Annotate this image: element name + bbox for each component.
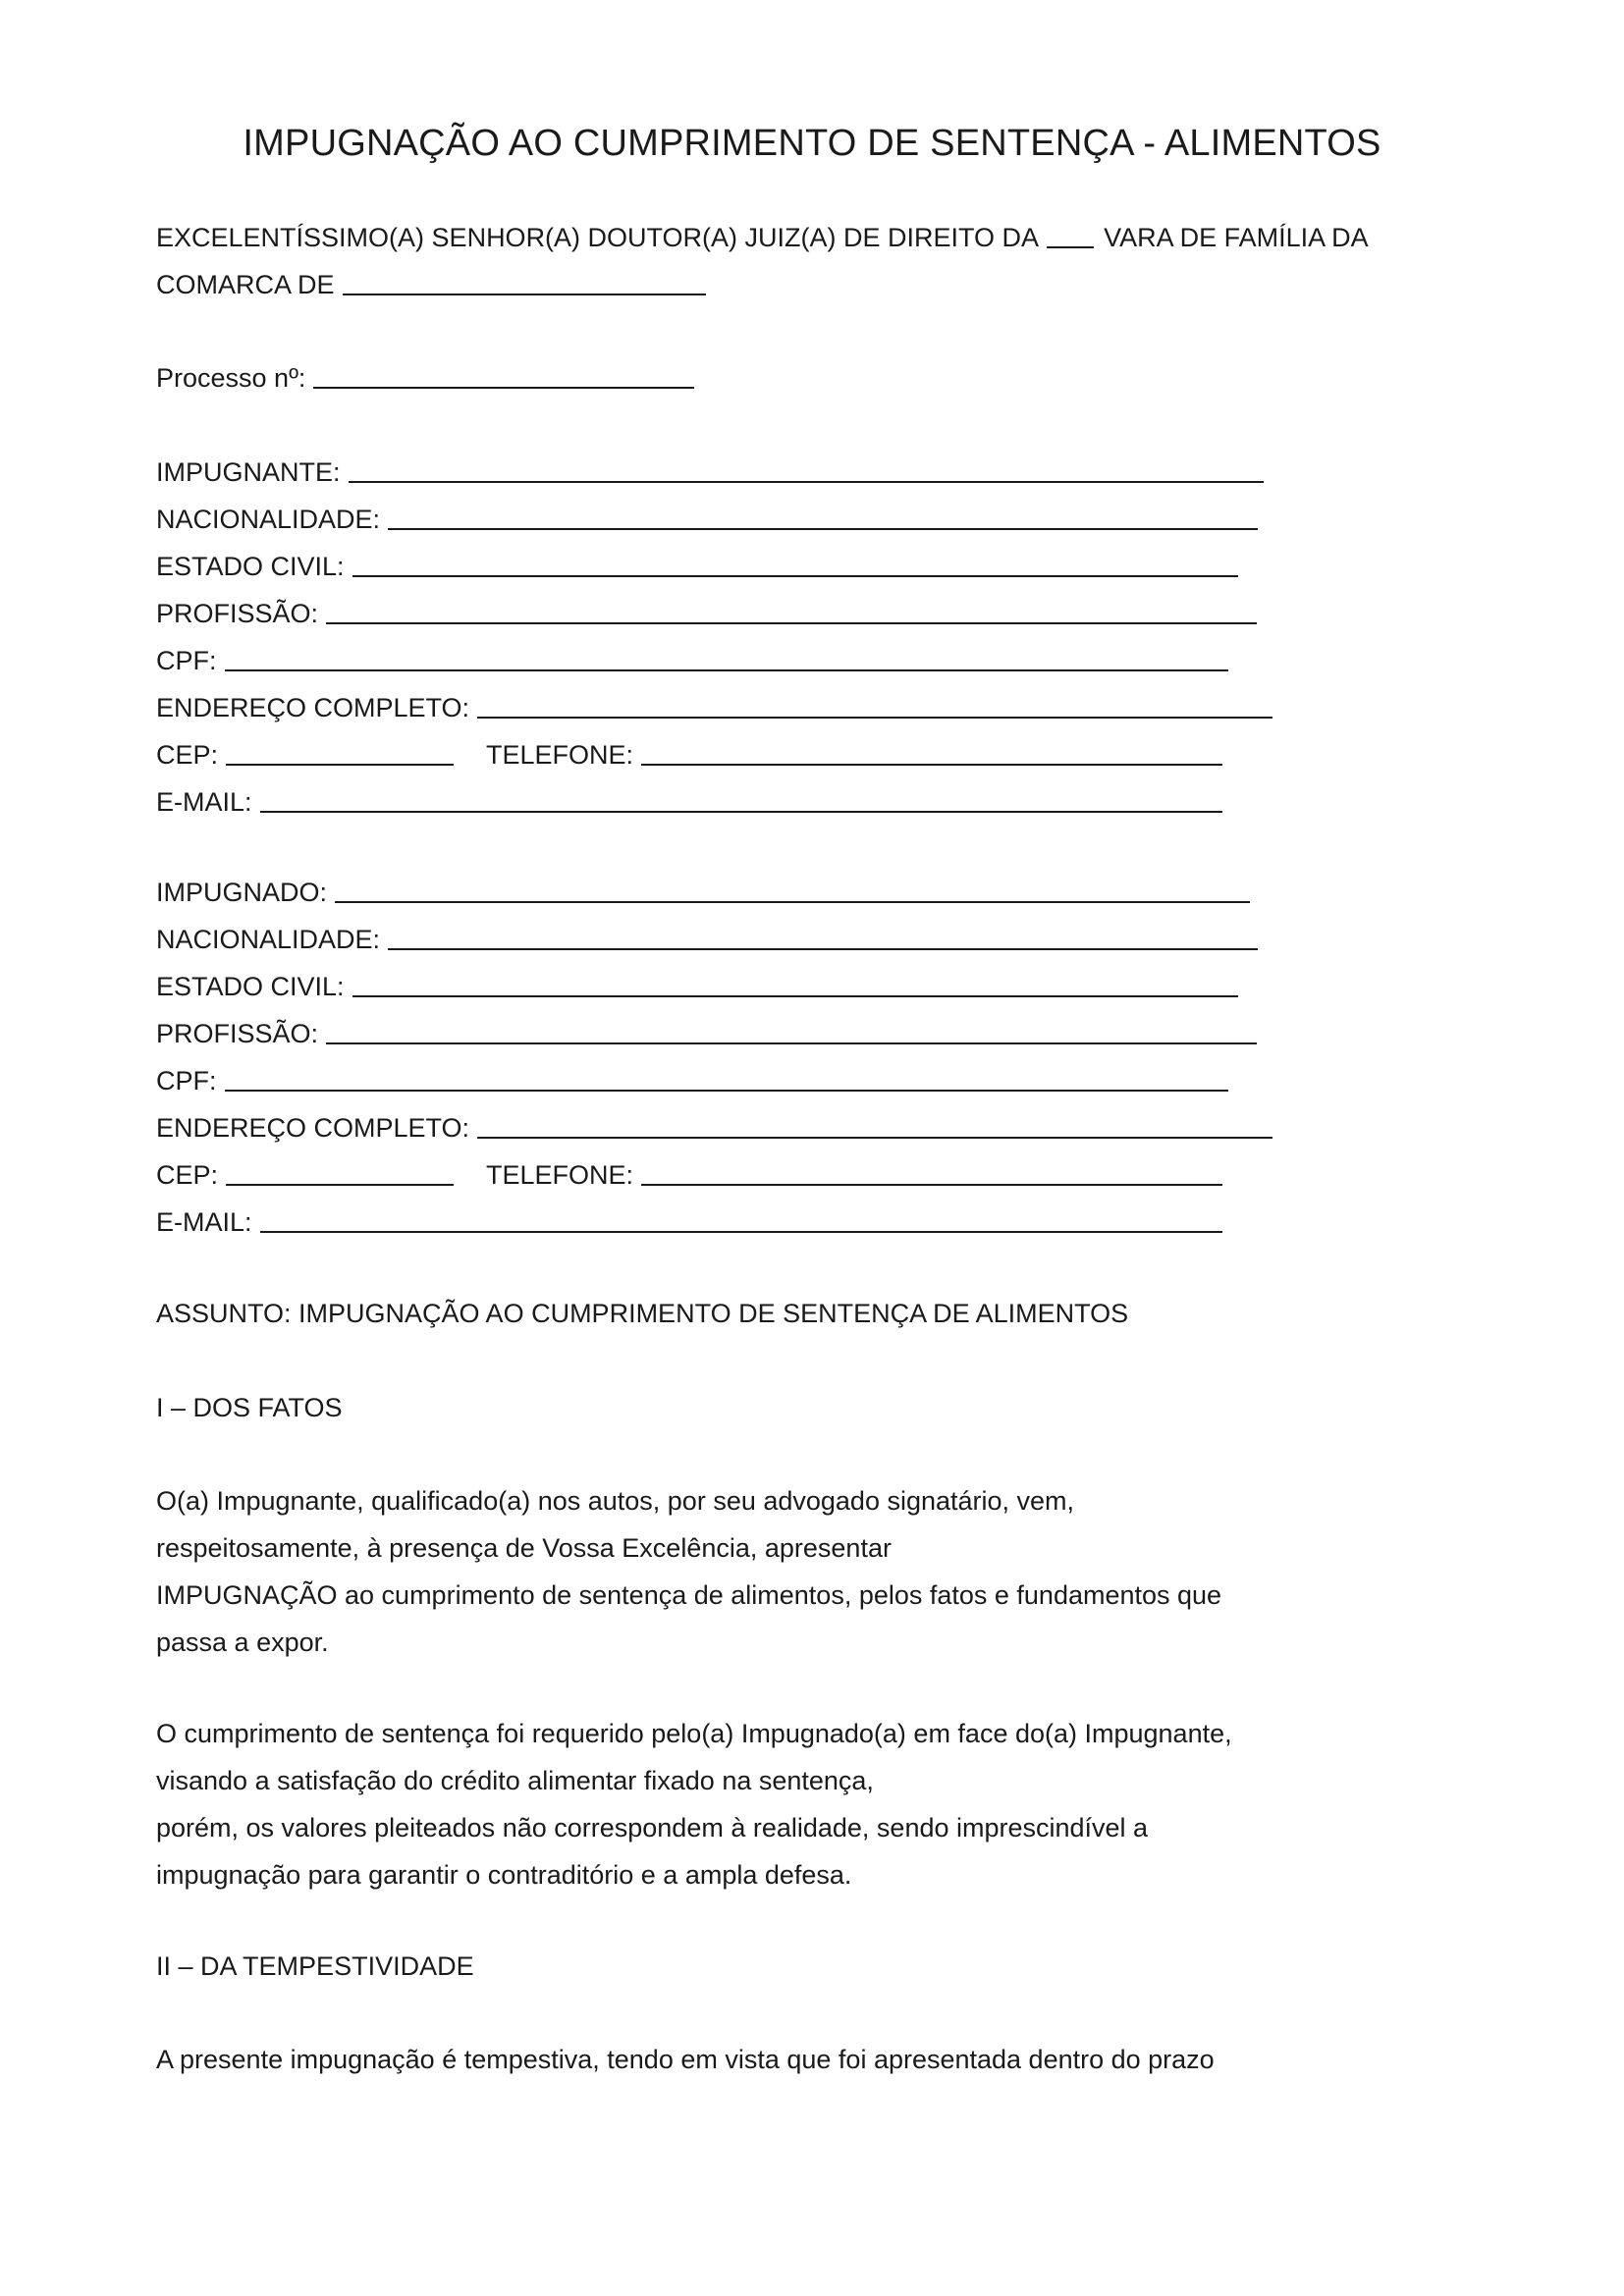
paragraph-1-text: passa a expor.	[156, 1628, 329, 1657]
addressee-line-1	[156, 218, 1369, 257]
impugnante-civil-status-line	[156, 547, 1238, 586]
impugnado-name-line	[156, 873, 1250, 912]
impugnante-cep-blank[interactable]	[226, 738, 454, 766]
paragraph-3-line	[156, 2040, 1215, 2079]
impugnado-nationality-label: NACIONALIDADE:	[156, 925, 381, 954]
impugnante-cep-label: CEP:	[156, 740, 219, 770]
impugnante-address-line	[156, 688, 1272, 727]
impugnado-civil-status-blank[interactable]	[352, 970, 1238, 997]
impugnado-address-line	[156, 1108, 1272, 1148]
impugnante-name-line	[156, 453, 1264, 492]
impugnado-address-label: ENDEREÇO COMPLETO:	[156, 1113, 470, 1143]
paragraph-1-line	[156, 1481, 1074, 1521]
impugnante-cpf-blank[interactable]	[225, 644, 1228, 671]
addressee-line-2	[156, 265, 706, 304]
paragraph-2-text: impugnação para garantir o contraditório e a ampla defesa.	[156, 1860, 852, 1890]
paragraph-2-line	[156, 1808, 1148, 1847]
impugnado-cpf-label: CPF:	[156, 1066, 217, 1095]
impugnante-cpf-label: CPF:	[156, 646, 217, 675]
paragraph-1-line	[156, 1575, 1221, 1615]
impugnante-email-line	[156, 782, 1222, 822]
impugnado-cep-phone-line	[156, 1155, 1222, 1195]
section-1-heading-text: I – DOS FATOS	[156, 1393, 343, 1422]
impugnante-cpf-line	[156, 641, 1228, 680]
impugnado-name-label: IMPUGNADO:	[156, 878, 328, 907]
addressee-text: EXCELENTÍSSIMO(A) SENHOR(A) DOUTOR(A) JUIZ(A) DE DIREITO DA	[156, 223, 1040, 252]
impugnante-cep-phone-line	[156, 735, 1222, 774]
paragraph-2-line	[156, 1714, 1232, 1753]
vara-number-blank[interactable]	[1047, 221, 1094, 248]
impugnante-profession-line	[156, 594, 1257, 633]
impugnante-name-blank[interactable]	[349, 455, 1264, 483]
paragraph-2-text: O cumprimento de sentença foi requerido pelo(a) Impugnado(a) em face do(a) Impugnante,	[156, 1719, 1232, 1748]
paragraph-1-text: O(a) Impugnante, qualificado(a) nos autos, por seu advogado signatário, vem,	[156, 1486, 1075, 1516]
subject-text: ASSUNTO: IMPUGNAÇÃO AO CUMPRIMENTO DE SENTENÇA DE ALIMENTOS	[156, 1299, 1129, 1328]
paragraph-3-text: A presente impugnação é tempestiva, tendo em vista que foi apresentada dentro do prazo	[156, 2045, 1215, 2074]
impugnado-name-blank[interactable]	[335, 876, 1250, 903]
impugnante-email-blank[interactable]	[260, 785, 1222, 813]
impugnado-phone-blank[interactable]	[641, 1158, 1222, 1186]
section-1-heading	[156, 1388, 343, 1427]
comarca-blank[interactable]	[343, 268, 706, 295]
section-2-heading	[156, 1947, 474, 1986]
paragraph-1-line	[156, 1528, 892, 1568]
impugnante-phone-label: TELEFONE:	[486, 740, 634, 770]
impugnante-profession-label: PROFISSÃO:	[156, 599, 319, 628]
impugnante-email-label: E-MAIL:	[156, 787, 252, 817]
impugnado-cpf-line	[156, 1061, 1228, 1100]
impugnante-nationality-blank[interactable]	[388, 503, 1258, 530]
process-number-blank[interactable]	[313, 361, 694, 389]
impugnado-nationality-blank[interactable]	[388, 923, 1258, 950]
impugnado-cep-label: CEP:	[156, 1160, 219, 1190]
impugnado-civil-status-label: ESTADO CIVIL:	[156, 972, 345, 1001]
impugnado-email-label: E-MAIL:	[156, 1207, 252, 1237]
impugnante-address-label: ENDEREÇO COMPLETO:	[156, 693, 470, 722]
impugnado-cpf-blank[interactable]	[225, 1064, 1228, 1092]
impugnante-nationality-line	[156, 500, 1258, 539]
process-line	[156, 358, 694, 398]
impugnante-civil-status-blank[interactable]	[352, 550, 1238, 577]
impugnado-cep-blank[interactable]	[226, 1158, 454, 1186]
paragraph-2-text: porém, os valores pleiteados não correspondem à realidade, sendo imprescindível a	[156, 1813, 1149, 1842]
impugnante-civil-status-label: ESTADO CIVIL:	[156, 552, 345, 581]
impugnado-profession-line	[156, 1014, 1257, 1053]
section-2-heading-text: II – DA TEMPESTIVIDADE	[156, 1951, 474, 1981]
paragraph-1-text: respeitosamente, à presença de Vossa Excelência, apresentar	[156, 1533, 892, 1563]
paragraph-1-text: IMPUGNAÇÃO ao cumprimento de sentença de alimentos, pelos fatos e fundamentos que	[156, 1580, 1222, 1610]
impugnado-profession-label: PROFISSÃO:	[156, 1019, 319, 1048]
paragraph-2-line	[156, 1761, 874, 1800]
impugnante-phone-blank[interactable]	[641, 738, 1222, 766]
impugnante-profession-blank[interactable]	[326, 597, 1257, 624]
impugnante-name-label: IMPUGNANTE:	[156, 457, 341, 487]
paragraph-2-text: visando a satisfação do crédito alimentar fixado na sentença,	[156, 1766, 874, 1795]
impugnante-address-blank[interactable]	[477, 691, 1272, 719]
impugnado-email-blank[interactable]	[260, 1205, 1222, 1233]
document-title: IMPUGNAÇÃO AO CUMPRIMENTO DE SENTENÇA - ALIMENTOS	[243, 123, 1381, 164]
impugnado-email-line	[156, 1202, 1222, 1242]
comarca-label: COMARCA DE	[156, 270, 335, 299]
addressee-text-2: VARA DE FAMÍLIA DA	[1104, 223, 1369, 252]
paragraph-2-line	[156, 1855, 851, 1895]
process-label: Processo nº:	[156, 363, 306, 393]
impugnado-nationality-line	[156, 920, 1258, 959]
paragraph-1-line	[156, 1623, 329, 1662]
subject-line	[156, 1294, 1128, 1333]
impugnado-profession-blank[interactable]	[326, 1017, 1257, 1044]
impugnado-phone-label: TELEFONE:	[486, 1160, 634, 1190]
impugnado-address-blank[interactable]	[477, 1111, 1272, 1139]
impugnante-nationality-label: NACIONALIDADE:	[156, 505, 381, 534]
impugnado-civil-status-line	[156, 967, 1238, 1006]
